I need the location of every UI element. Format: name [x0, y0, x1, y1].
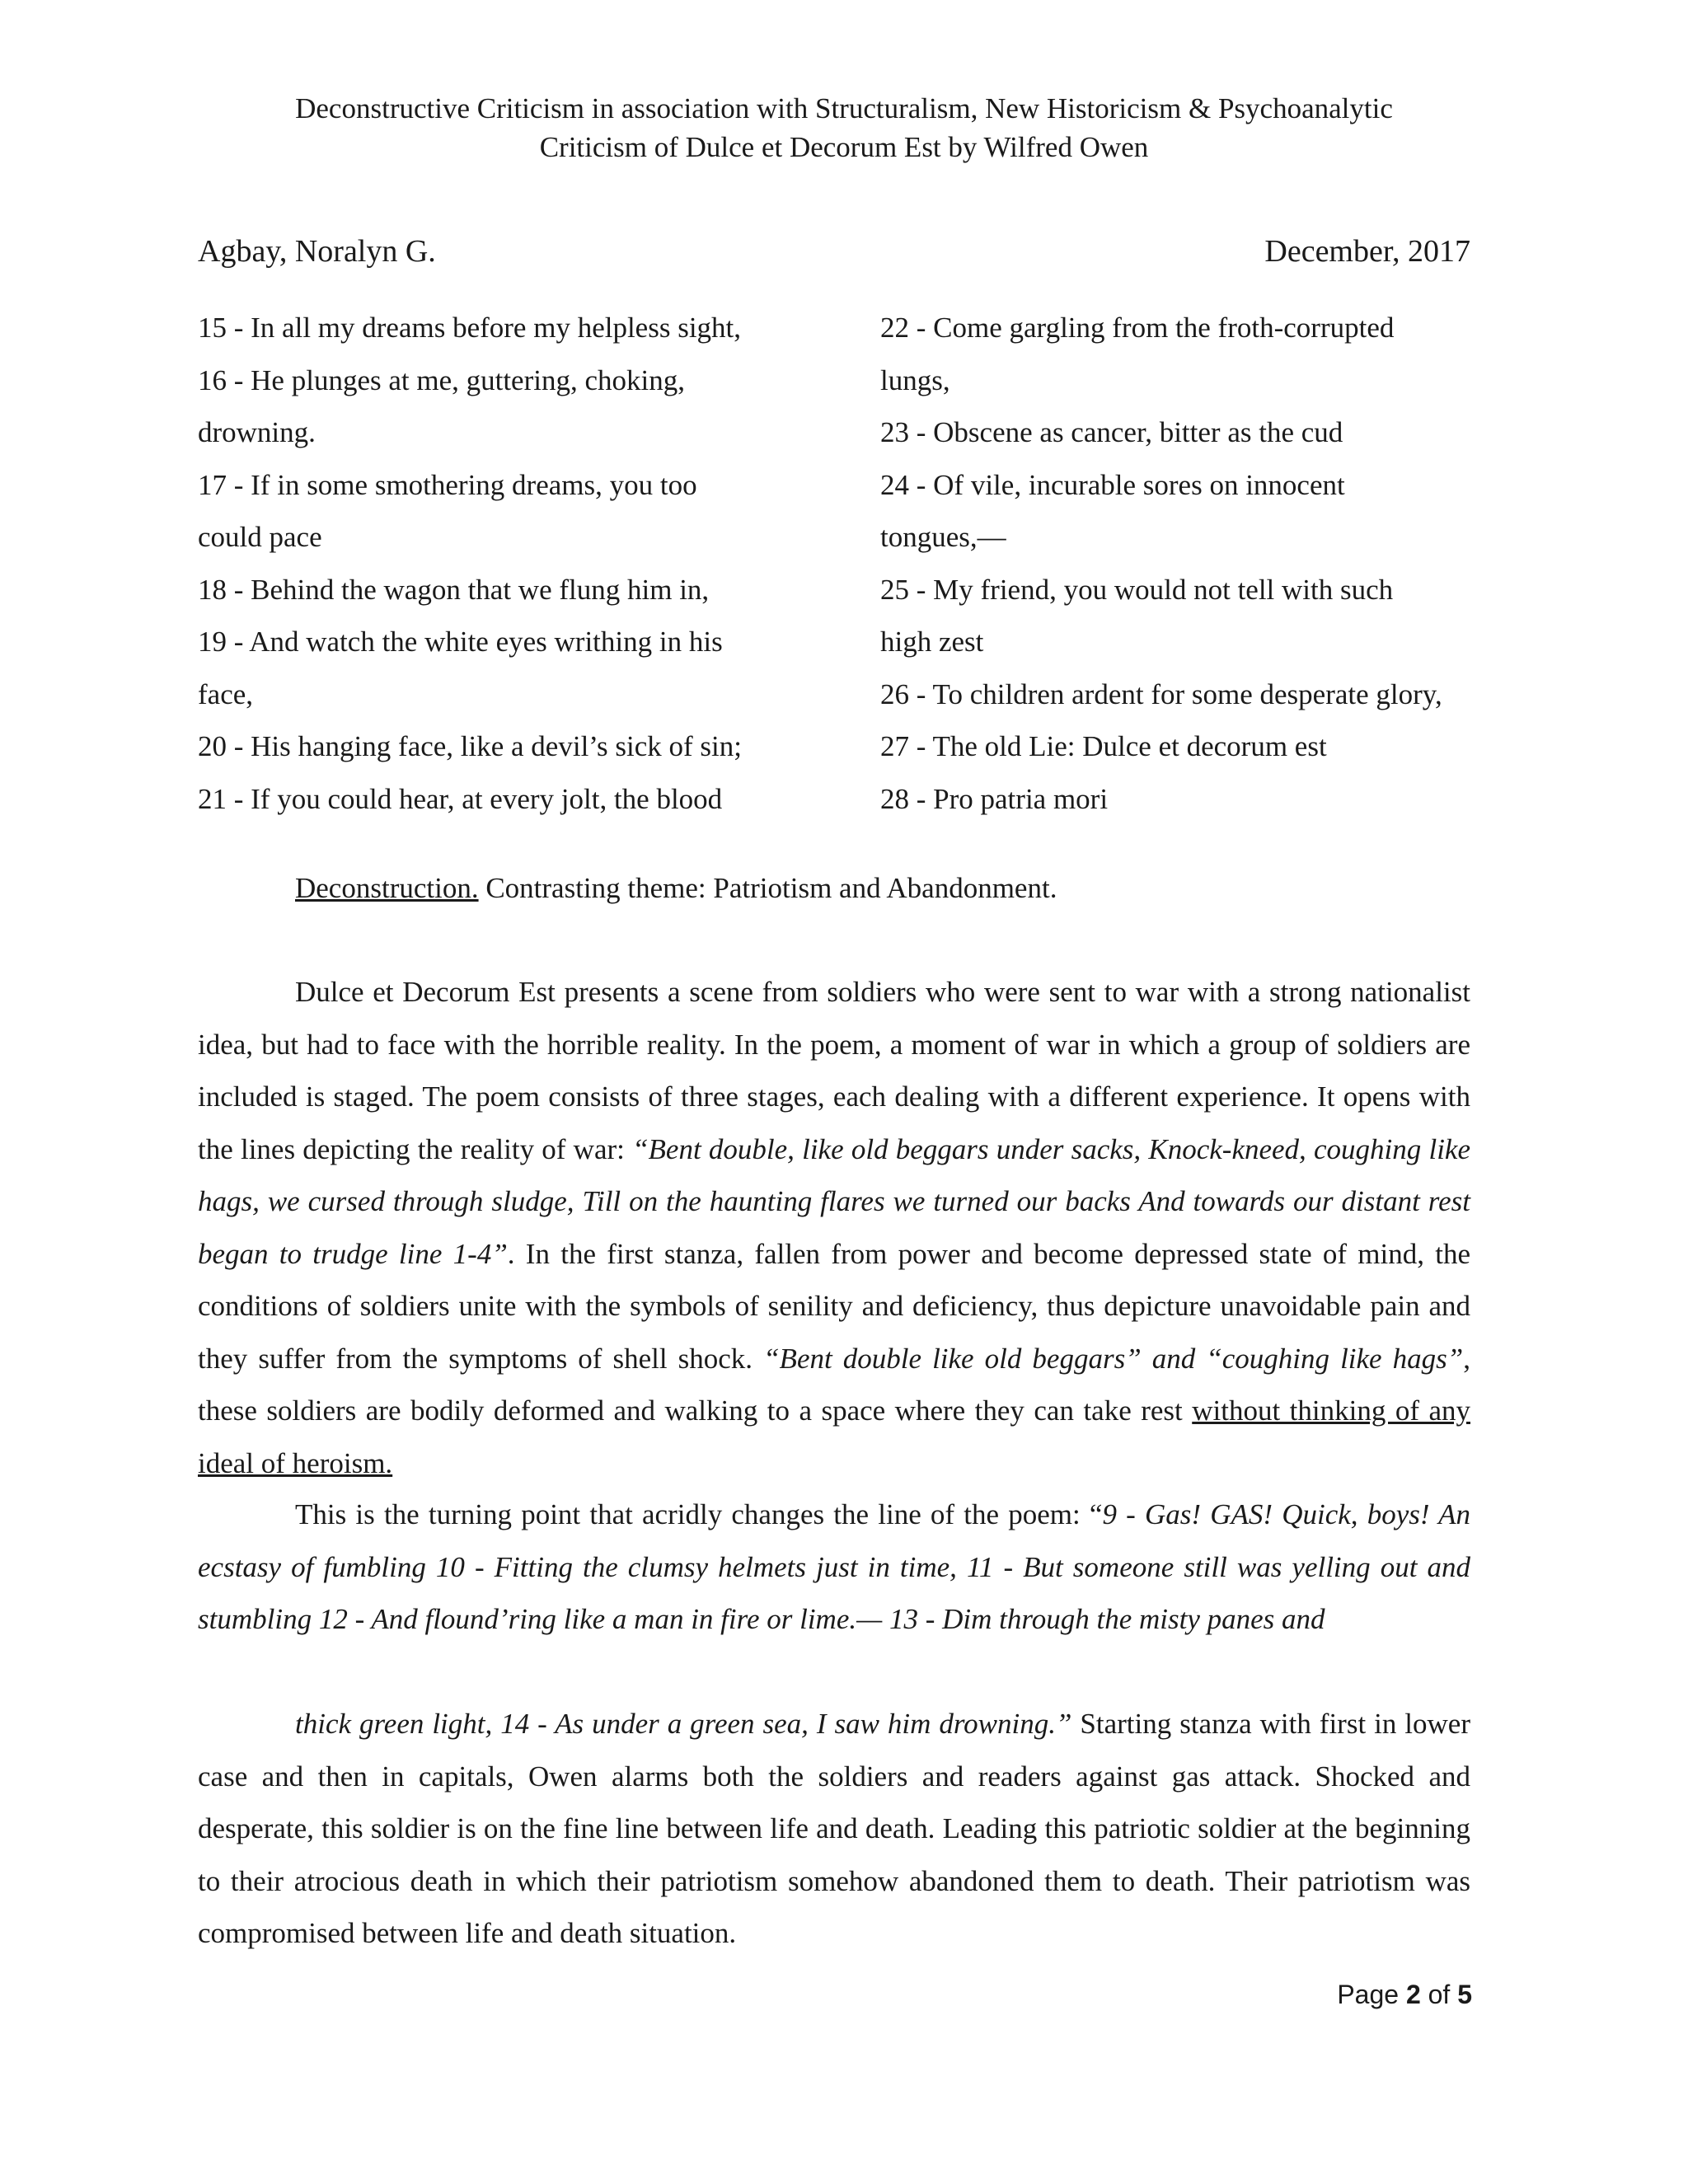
section-heading-label: Deconstruction.	[295, 872, 479, 904]
document-date: December, 2017	[1264, 234, 1470, 269]
section-heading	[198, 862, 1470, 915]
poem-line: 15 - In all my dreams before my helpless sight,	[198, 312, 742, 344]
poem-line: 17 - If in some smothering dreams, you too	[198, 468, 697, 501]
author-name: Agbay, Noralyn G.	[198, 234, 436, 269]
poem-line: lungs,	[880, 363, 950, 396]
section-heading-rest: Contrasting theme: Patriotism and Abandonment.	[478, 872, 1057, 904]
paragraph-2-intro: This is the turning point that acridly changes the line of the poem: “	[295, 1498, 1103, 1530]
paragraph-3	[198, 1698, 1470, 1960]
poem-line: 23 - Obscene as cancer, bitter as the cud	[880, 416, 1343, 448]
poem-line: 28 - Pro patria mori	[880, 782, 1109, 815]
poem-line: 27 - The old Lie: Dulce et decorum est	[880, 730, 1327, 762]
poem-line: 16 - He plunges at me, guttering, choking,	[198, 363, 685, 396]
poem-line: 20 - His hanging face, like a devil’s sick of sin;	[198, 730, 742, 762]
paragraph-2-quote: 9 - Gas! GAS! Quick, boys! An ecstasy of fumbling 10 - Fitting the clumsy helmets just in time, 11 - But someone still was yelling out and stumbling 12 - And flound’ring like a man in fire or lime.— 13 - Dim through the misty panes and	[198, 1498, 1470, 1635]
header-title-line-2: Criticism of Dulce et Decorum Est by Wilfred Owen	[539, 131, 1149, 163]
poem-line: 24 - Of vile, incurable sores on innocent	[880, 468, 1345, 501]
poem-line: 18 - Behind the wagon that we flung him in,	[198, 573, 710, 606]
poem-line: 19 - And watch the white eyes writhing in his	[198, 626, 723, 658]
poem-column-left	[198, 302, 791, 825]
poem-line: 25 - My friend, you would not tell with such	[880, 573, 1394, 606]
poem-line: could pace	[198, 521, 322, 553]
paragraph-1-quote-1: “Bent double, like old beggars under sacks, Knock-kneed, coughing like hags, we cursed through sludge, Till on the haunting flares we turned our backs And towards our distant rest began to trudge line 1-4”	[198, 1132, 1471, 1270]
poem-line: drowning.	[198, 416, 316, 448]
poem-column-right	[880, 302, 1490, 825]
paragraph-1-quote-2: “Bent double like old beggars” and “coughing like hags”	[763, 1342, 1464, 1375]
header-title-line-1: Deconstructive Criticism in association with Structuralism, New Historicism & Psychoanalytic	[295, 92, 1393, 124]
paragraph-1-underlined: without thinking of any ideal of heroism.	[198, 1394, 1470, 1479]
paragraph-3-rest: Starting stanza with first in lower case and then in capitals, Owen alarms both the soldiers and readers against gas attack. Shocked and desperate, this soldier is on the fine line between life and death. Leading this patriotic soldier at the beginning to their atrocious death in which their patriotism somehow abandoned them to death. Their patriotism was compromised between life and death situation.	[198, 1708, 1470, 1949]
poem-line: 21 - If you could hear, at every jolt, the blood	[198, 782, 723, 815]
paragraph-1	[198, 966, 1470, 1489]
of-word: of	[1420, 1980, 1458, 2009]
page-total: 5	[1457, 1980, 1472, 2009]
poem-line: 26 - To children ardent for some desperate glory,	[880, 677, 1442, 710]
poem-line: 22 - Come gargling from the froth-corrupted	[880, 312, 1395, 344]
paragraph-1-middle: . In the first stanza, fallen from power and become depressed state of mind, the conditions of soldiers unite with the symbols of senility and deficiency, thus depicture unavoidable pain and they suffer from the symptoms of shell shock.	[198, 1237, 1470, 1375]
page-word: Page	[1337, 1980, 1406, 2009]
page-number	[1337, 1976, 1472, 2013]
paragraph-1-intro: Dulce et Decorum Est presents a scene from soldiers who were sent to war with a strong nationalist idea, but had to face with the horrible reality. In the poem, a moment of war in which a group of soldiers are included is staged. The poem consists of three stages, each dealing with a different experience. It opens with the lines depicting the reality of war:	[198, 976, 1470, 1165]
document-header	[198, 89, 1490, 166]
paragraph-2	[198, 1488, 1470, 1646]
poem-line: tongues,—	[880, 521, 1006, 553]
page-current: 2	[1405, 1980, 1421, 2009]
poem-line: face,	[198, 677, 254, 710]
poem-line: high zest	[880, 626, 984, 658]
paragraph-3-quote: thick green light, 14 - As under a green sea, I saw him drowning.”	[295, 1708, 1072, 1740]
paragraph-1-end: , these soldiers are bodily deformed and walking to a space where they can take rest	[198, 1342, 1470, 1427]
